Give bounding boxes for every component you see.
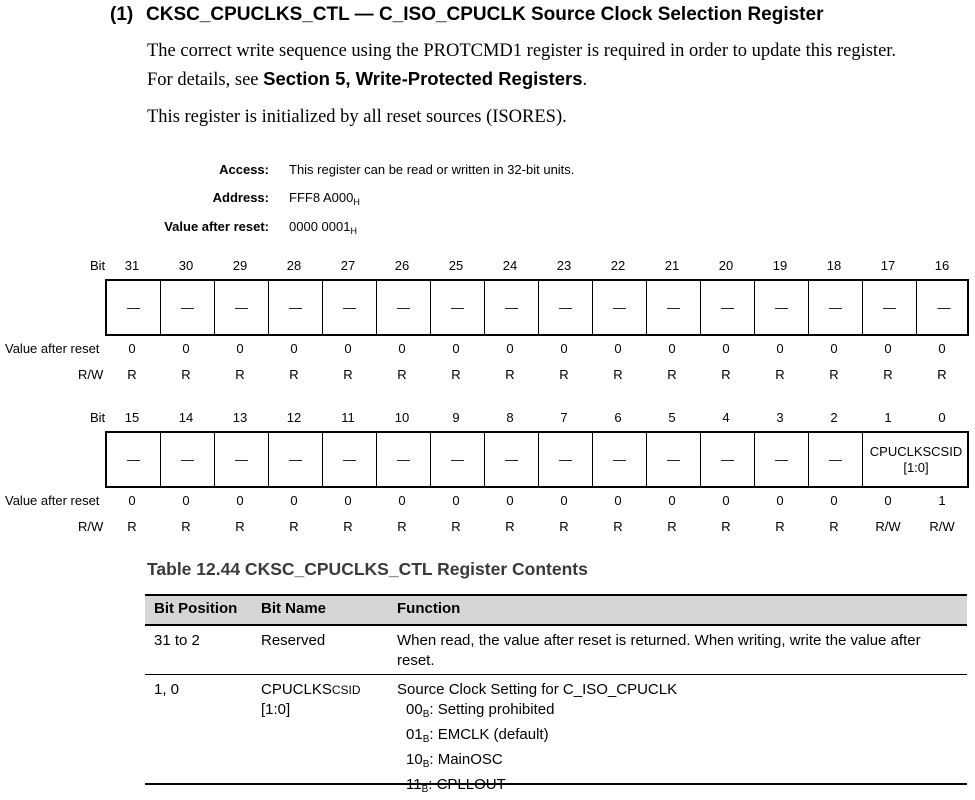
reserved-field: —	[863, 279, 917, 336]
reserved-field: —	[269, 431, 323, 488]
reserved-field: —	[593, 431, 647, 488]
reset-bit-value: 0	[128, 341, 136, 356]
reserved-field: —	[323, 279, 377, 336]
bit-number: 17	[880, 258, 896, 273]
bit-number: 16	[934, 258, 950, 273]
rw-value: R	[289, 367, 299, 382]
rw-value: R	[775, 519, 785, 534]
value-after-reset-label-upper: Value after reset	[5, 341, 100, 356]
intro-line-1: The correct write sequence using the PROTCMD1 register is required in order to update this register.	[147, 41, 897, 61]
rw-value: R	[829, 519, 839, 534]
bit-number: 14	[178, 410, 194, 425]
section-number: (1)	[110, 4, 134, 25]
reserved-field: —	[809, 279, 863, 336]
reserved-field: —	[539, 431, 593, 488]
reset-bit-value: 0	[506, 341, 514, 356]
setting-code: 11	[406, 776, 422, 793]
function-title: Source Clock Setting for C_ISO_CPUCLK	[397, 681, 678, 698]
bit-number: 5	[668, 410, 676, 425]
setting-code: 10	[406, 751, 423, 768]
header-bit-position: Bit Position	[154, 600, 238, 617]
rw-value: R	[883, 367, 893, 382]
setting-text: : MainOSC	[429, 751, 503, 768]
row-function-line: reset.	[397, 652, 435, 669]
bit-number: 13	[232, 410, 248, 425]
setting-code: 01	[406, 726, 423, 743]
row-bit-position: 31 to 2	[154, 632, 200, 649]
section-reference-link[interactable]: Section 5, Write-Protected Registers	[263, 68, 583, 89]
reset-values-upper	[105, 341, 969, 356]
access-label: Access:	[219, 162, 269, 177]
reset-bit-value: 0	[776, 341, 784, 356]
table-caption: Table 12.44 CKSC_CPUCLKS_CTL Register Contents	[147, 559, 588, 579]
row-function-line: When read, the value after reset is returned. When writing, write the value after	[397, 632, 921, 649]
rw-value: R/W	[875, 519, 901, 534]
rw-value: R	[397, 519, 407, 534]
setting-base: B	[421, 784, 429, 795]
reset-value-label: Value after reset:	[164, 219, 269, 234]
table-row	[145, 626, 967, 675]
reset-bit-value: 0	[344, 341, 352, 356]
bit-number: 21	[664, 258, 680, 273]
bit-label-lower: Bit	[90, 410, 106, 425]
bit-number: 23	[556, 258, 572, 273]
rw-value: R	[505, 367, 515, 382]
bit-number: 4	[722, 410, 730, 425]
setting-text: : CPLLOUT	[428, 776, 506, 793]
rw-value: R	[289, 519, 299, 534]
rw-label-upper: R/W	[78, 367, 104, 382]
bit-name-range: [1:0]	[261, 701, 291, 718]
rw-value: R	[451, 367, 461, 382]
register-contents-table	[145, 594, 967, 795]
bit-numbers-lower	[105, 410, 969, 425]
reset-bit-value: 0	[668, 341, 676, 356]
reset-value-number: 0000 0001	[289, 219, 351, 234]
setting-item	[406, 700, 962, 725]
setting-item	[406, 725, 962, 750]
rw-value: R	[181, 367, 191, 382]
rw-value: R	[721, 519, 731, 534]
reserved-field: —	[377, 279, 431, 336]
reserved-field: —	[377, 431, 431, 488]
reserved-field: —	[937, 299, 951, 315]
row-bit-name	[261, 680, 361, 720]
rw-value: R	[397, 367, 407, 382]
bit-number: 26	[394, 258, 410, 273]
rw-value: R	[829, 367, 839, 382]
bit-number: 31	[124, 258, 140, 273]
bit-number: 11	[341, 410, 355, 425]
address-value	[289, 190, 360, 207]
rw-value: R	[343, 519, 353, 534]
reset-sources-text: This register is initialized by all reset sources (ISORES).	[147, 107, 567, 127]
intro-line-2-prefix: For details, see	[147, 70, 259, 90]
bit-label-upper: Bit	[90, 258, 106, 273]
reset-bit-value: 0	[776, 493, 784, 508]
cpuclkscsid-field	[863, 431, 969, 488]
reset-bit-value: 0	[614, 493, 622, 508]
reset-bit-value: 0	[290, 493, 298, 508]
reserved-field: —	[593, 279, 647, 336]
rw-value: R	[937, 367, 947, 382]
reset-bit-value: 0	[722, 341, 730, 356]
bit-number: 18	[826, 258, 842, 273]
reset-bit-value: 0	[668, 493, 676, 508]
table-header	[145, 594, 967, 626]
reset-bit-value: 0	[236, 493, 244, 508]
setting-list	[397, 700, 962, 800]
rw-values-upper	[105, 367, 969, 382]
bit-number: 8	[506, 410, 514, 425]
bit-number: 10	[394, 410, 410, 425]
reset-bit-value: 0	[938, 341, 946, 356]
setting-text: : EMCLK (default)	[429, 726, 549, 743]
rw-value: R	[559, 367, 569, 382]
reserved-field: —	[215, 431, 269, 488]
address-label: Address:	[212, 190, 269, 205]
rw-value: R	[775, 367, 785, 382]
reset-bit-value: 0	[182, 341, 190, 356]
access-value: This register can be read or written in 32-bit units.	[289, 162, 575, 177]
reset-bit-value: 0	[128, 493, 136, 508]
reserved-field: —	[701, 431, 755, 488]
bit-number: 6	[614, 410, 622, 425]
bit-name-main: CPUCLKS	[261, 681, 332, 698]
reserved-field: —	[269, 279, 323, 336]
bit-number: 19	[772, 258, 788, 273]
reserved-field: —	[485, 279, 539, 336]
reset-bit-value: 0	[236, 341, 244, 356]
address-number: FFF8 A000	[289, 190, 354, 205]
reserved-field: —	[755, 279, 809, 336]
rw-values-lower	[105, 519, 969, 534]
reserved-field: —	[809, 431, 863, 488]
reserved-field: —	[107, 431, 161, 488]
cpuclkscsid-name: CPUCLKSCSID	[869, 443, 963, 459]
bit-number: 1	[884, 410, 892, 425]
rw-value: R	[127, 367, 137, 382]
reserved-field: —	[431, 431, 485, 488]
bit-number: 2	[830, 410, 838, 425]
reset-bit-value: 0	[614, 341, 622, 356]
intro-line-2	[147, 65, 587, 94]
table-row	[145, 675, 967, 795]
row-function	[397, 680, 962, 800]
reset-bit-value: 0	[290, 341, 298, 356]
rw-value: R	[559, 519, 569, 534]
bit-number: 7	[560, 410, 568, 425]
address-hex-suffix: H	[353, 197, 360, 207]
rw-value: R	[613, 367, 623, 382]
reserved-field: —	[701, 279, 755, 336]
section-title: CKSC_CPUCLKS_CTL — C_ISO_CPUCLK Source Clock Selection Register	[146, 4, 824, 25]
reserved-field: —	[539, 279, 593, 336]
bit-name-small-caps: CSID	[331, 683, 361, 697]
setting-base: B	[422, 734, 430, 745]
reserved-field: —	[647, 431, 701, 488]
rw-value: R	[235, 367, 245, 382]
value-after-reset-label-lower: Value after reset	[5, 493, 100, 508]
rw-value: R	[181, 519, 191, 534]
reset-values-lower	[105, 493, 969, 508]
row-bit-name: Reserved	[261, 632, 326, 649]
bit-number: 22	[610, 258, 626, 273]
reset-bit-value: 0	[182, 493, 190, 508]
reset-value-hex-suffix: H	[350, 226, 357, 236]
rw-value: R	[667, 519, 677, 534]
reset-bit-value: 0	[722, 493, 730, 508]
setting-code: 00	[406, 701, 423, 718]
reserved-field: —	[161, 279, 215, 336]
bit-number: 15	[124, 410, 140, 425]
setting-base: B	[422, 709, 430, 720]
reset-bit-value: 0	[452, 493, 460, 508]
rw-value: R	[235, 519, 245, 534]
reserved-field: —	[215, 279, 269, 336]
reserved-field: —	[323, 431, 377, 488]
reserved-field: —	[485, 431, 539, 488]
bit-number: 30	[178, 258, 194, 273]
section-heading	[110, 4, 823, 26]
cpuclkscsid-range: [1:0]	[903, 459, 929, 475]
reset-bit-value: 0	[560, 493, 568, 508]
reserved-field: —	[755, 431, 809, 488]
reset-bit-value: 0	[830, 493, 838, 508]
bit-number: 12	[286, 410, 302, 425]
reset-bit-value: 0	[830, 341, 838, 356]
intro-line-2-suffix: .	[582, 70, 588, 90]
reset-bit-value: 1	[938, 493, 946, 508]
rw-value: R	[127, 519, 137, 534]
row-bit-position: 1, 0	[154, 681, 180, 698]
rw-value: R	[343, 367, 353, 382]
reset-value	[289, 219, 357, 236]
reset-bit-value: 0	[560, 341, 568, 356]
reset-bit-value: 0	[398, 341, 406, 356]
row-function	[397, 631, 962, 671]
reserved-field: —	[107, 279, 161, 336]
bit-number: 0	[938, 410, 946, 425]
setting-base: B	[422, 759, 430, 770]
bit-number: 9	[452, 410, 460, 425]
register-fields-lower	[105, 431, 969, 488]
reset-bit-value: 0	[506, 493, 514, 508]
rw-label-lower: R/W	[78, 519, 104, 534]
register-fields-upper	[105, 279, 969, 336]
header-bit-name: Bit Name	[261, 600, 327, 617]
rw-value: R	[451, 519, 461, 534]
bit-number: 29	[232, 258, 248, 273]
reserved-field: —	[161, 431, 215, 488]
rw-value: R	[667, 367, 677, 382]
bit-number: 25	[448, 258, 464, 273]
reset-bit-value: 0	[884, 341, 892, 356]
reserved-field: —	[431, 279, 485, 336]
bit-number: 3	[776, 410, 784, 425]
rw-value: R	[721, 367, 731, 382]
rw-value: R/W	[929, 519, 955, 534]
bit-number: 20	[718, 258, 734, 273]
bit-numbers-upper	[105, 258, 969, 273]
header-function: Function	[397, 600, 461, 617]
setting-item	[406, 750, 962, 775]
reset-bit-value: 0	[344, 493, 352, 508]
reset-bit-value: 0	[452, 341, 460, 356]
rw-value: R	[505, 519, 515, 534]
bit-number: 28	[286, 258, 302, 273]
reserved-field: —	[647, 279, 701, 336]
reset-bit-value: 0	[884, 493, 892, 508]
bit-number: 27	[340, 258, 356, 273]
reset-bit-value: 0	[398, 493, 406, 508]
setting-text: : Setting prohibited	[429, 701, 555, 718]
bit-number: 24	[502, 258, 518, 273]
rw-value: R	[613, 519, 623, 534]
